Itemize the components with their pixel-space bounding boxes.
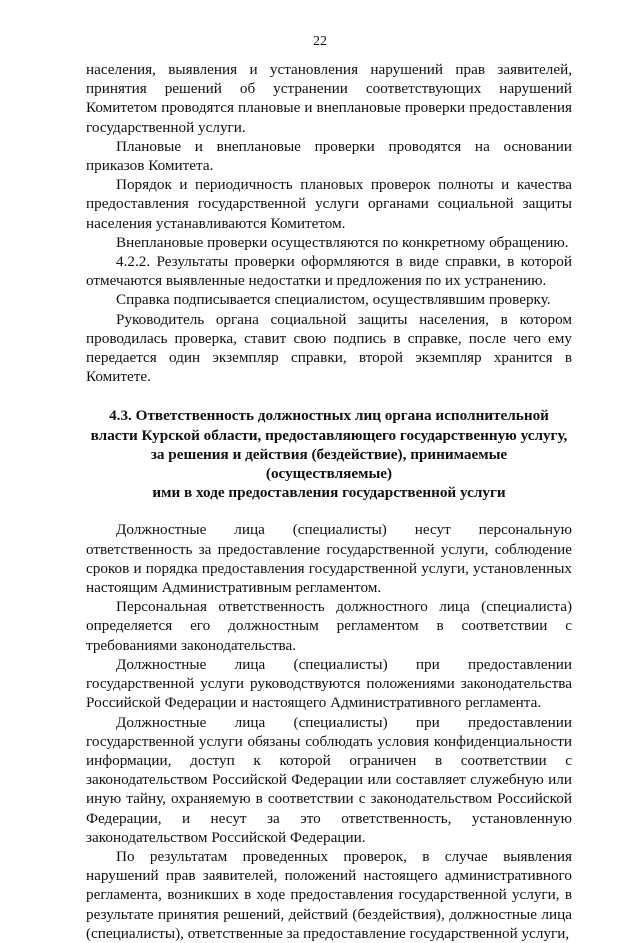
paragraph: Справка подписывается специалистом, осуществлявшим проверку.	[116, 291, 551, 309]
paragraph: Руководитель органа социальной защиты населения, в котором проводилась проверка, ставит свою подпись в справке, после чего ему передается один экземпляр справки, второй экземпляр хранится в Комитете.	[86, 310, 572, 386]
paragraph: Порядок и периодичность плановых проверок полноты и качества предоставления государственной услуги органами социальной защиты населения устанавливаются Комитетом.	[86, 176, 572, 232]
section-4-3-text	[86, 520, 572, 942]
heading-line: власти Курской области, предоставляющего государственную услугу,	[90, 426, 568, 444]
paragraph: Персональная ответственность должностного лица (специалиста) определяется его должностным регламентом в соответствии с требованиями законодательства.	[86, 598, 572, 654]
paragraph: Должностные лица (специалисты) при предоставлении государственной услуги обязаны соблюдать условия конфиденциальности информации, доступ к которой ограничен в соответствии с законодательством Российской Федерации или составляет служебную или иную тайну, охраняемую в соответствии с законодательством Российской Федерации, и несут за это ответственность, установленную законодательством Российской Федерации.	[86, 713, 572, 846]
paragraph: Должностные лица (специалисты) несут персональную ответственность за предоставление государственной услуги, соблюдение сроков и порядка предоставления государственной услуги, установленных настоящим Административным регламентом.	[86, 521, 572, 597]
paragraph: 4.2.2. Результаты проверки оформляются в виде справки, в которой отмечаются выявленные недостатки и предложения по их устранению.	[86, 253, 572, 290]
paragraph: По результатам проведенных проверок, в случае выявления нарушений прав заявителей, положений настоящего административного регламента, возникших в ходе предоставления государственной услуги, в результате принятия решений, действий (бездействия), должностные лица (специалисты), ответственные за предоставление государственной услуги,	[86, 847, 572, 942]
paragraph: Плановые и внеплановые проверки проводятся на основании приказов Комитета.	[86, 137, 572, 175]
heading-line: ими в ходе предоставления государственной услуги	[152, 484, 506, 502]
paragraph: Внеплановые проверки осуществляются по конкретному обращению.	[116, 233, 569, 251]
section-4-2-text	[86, 60, 572, 386]
document-body	[86, 60, 572, 943]
heading-line: за решения и действия (бездействие), принимаемые (осуществляемые)	[150, 445, 508, 483]
section-heading-4-3	[86, 406, 572, 502]
page-number: 22	[313, 34, 327, 49]
paragraph: населения, выявления и установления нарушений прав заявителей, принятия решений об устранении соответствующих нарушений Комитетом проводятся плановые и внеплановые проверки предоставления государственной услуги.	[86, 61, 572, 136]
heading-line: 4.3. Ответственность должностных лиц органа исполнительной	[109, 407, 549, 425]
paragraph: Должностные лица (специалисты) при предоставлении государственной услуги руководствуются положениями законодательства Российской Федерации и настоящего Административного регламента.	[86, 655, 572, 712]
